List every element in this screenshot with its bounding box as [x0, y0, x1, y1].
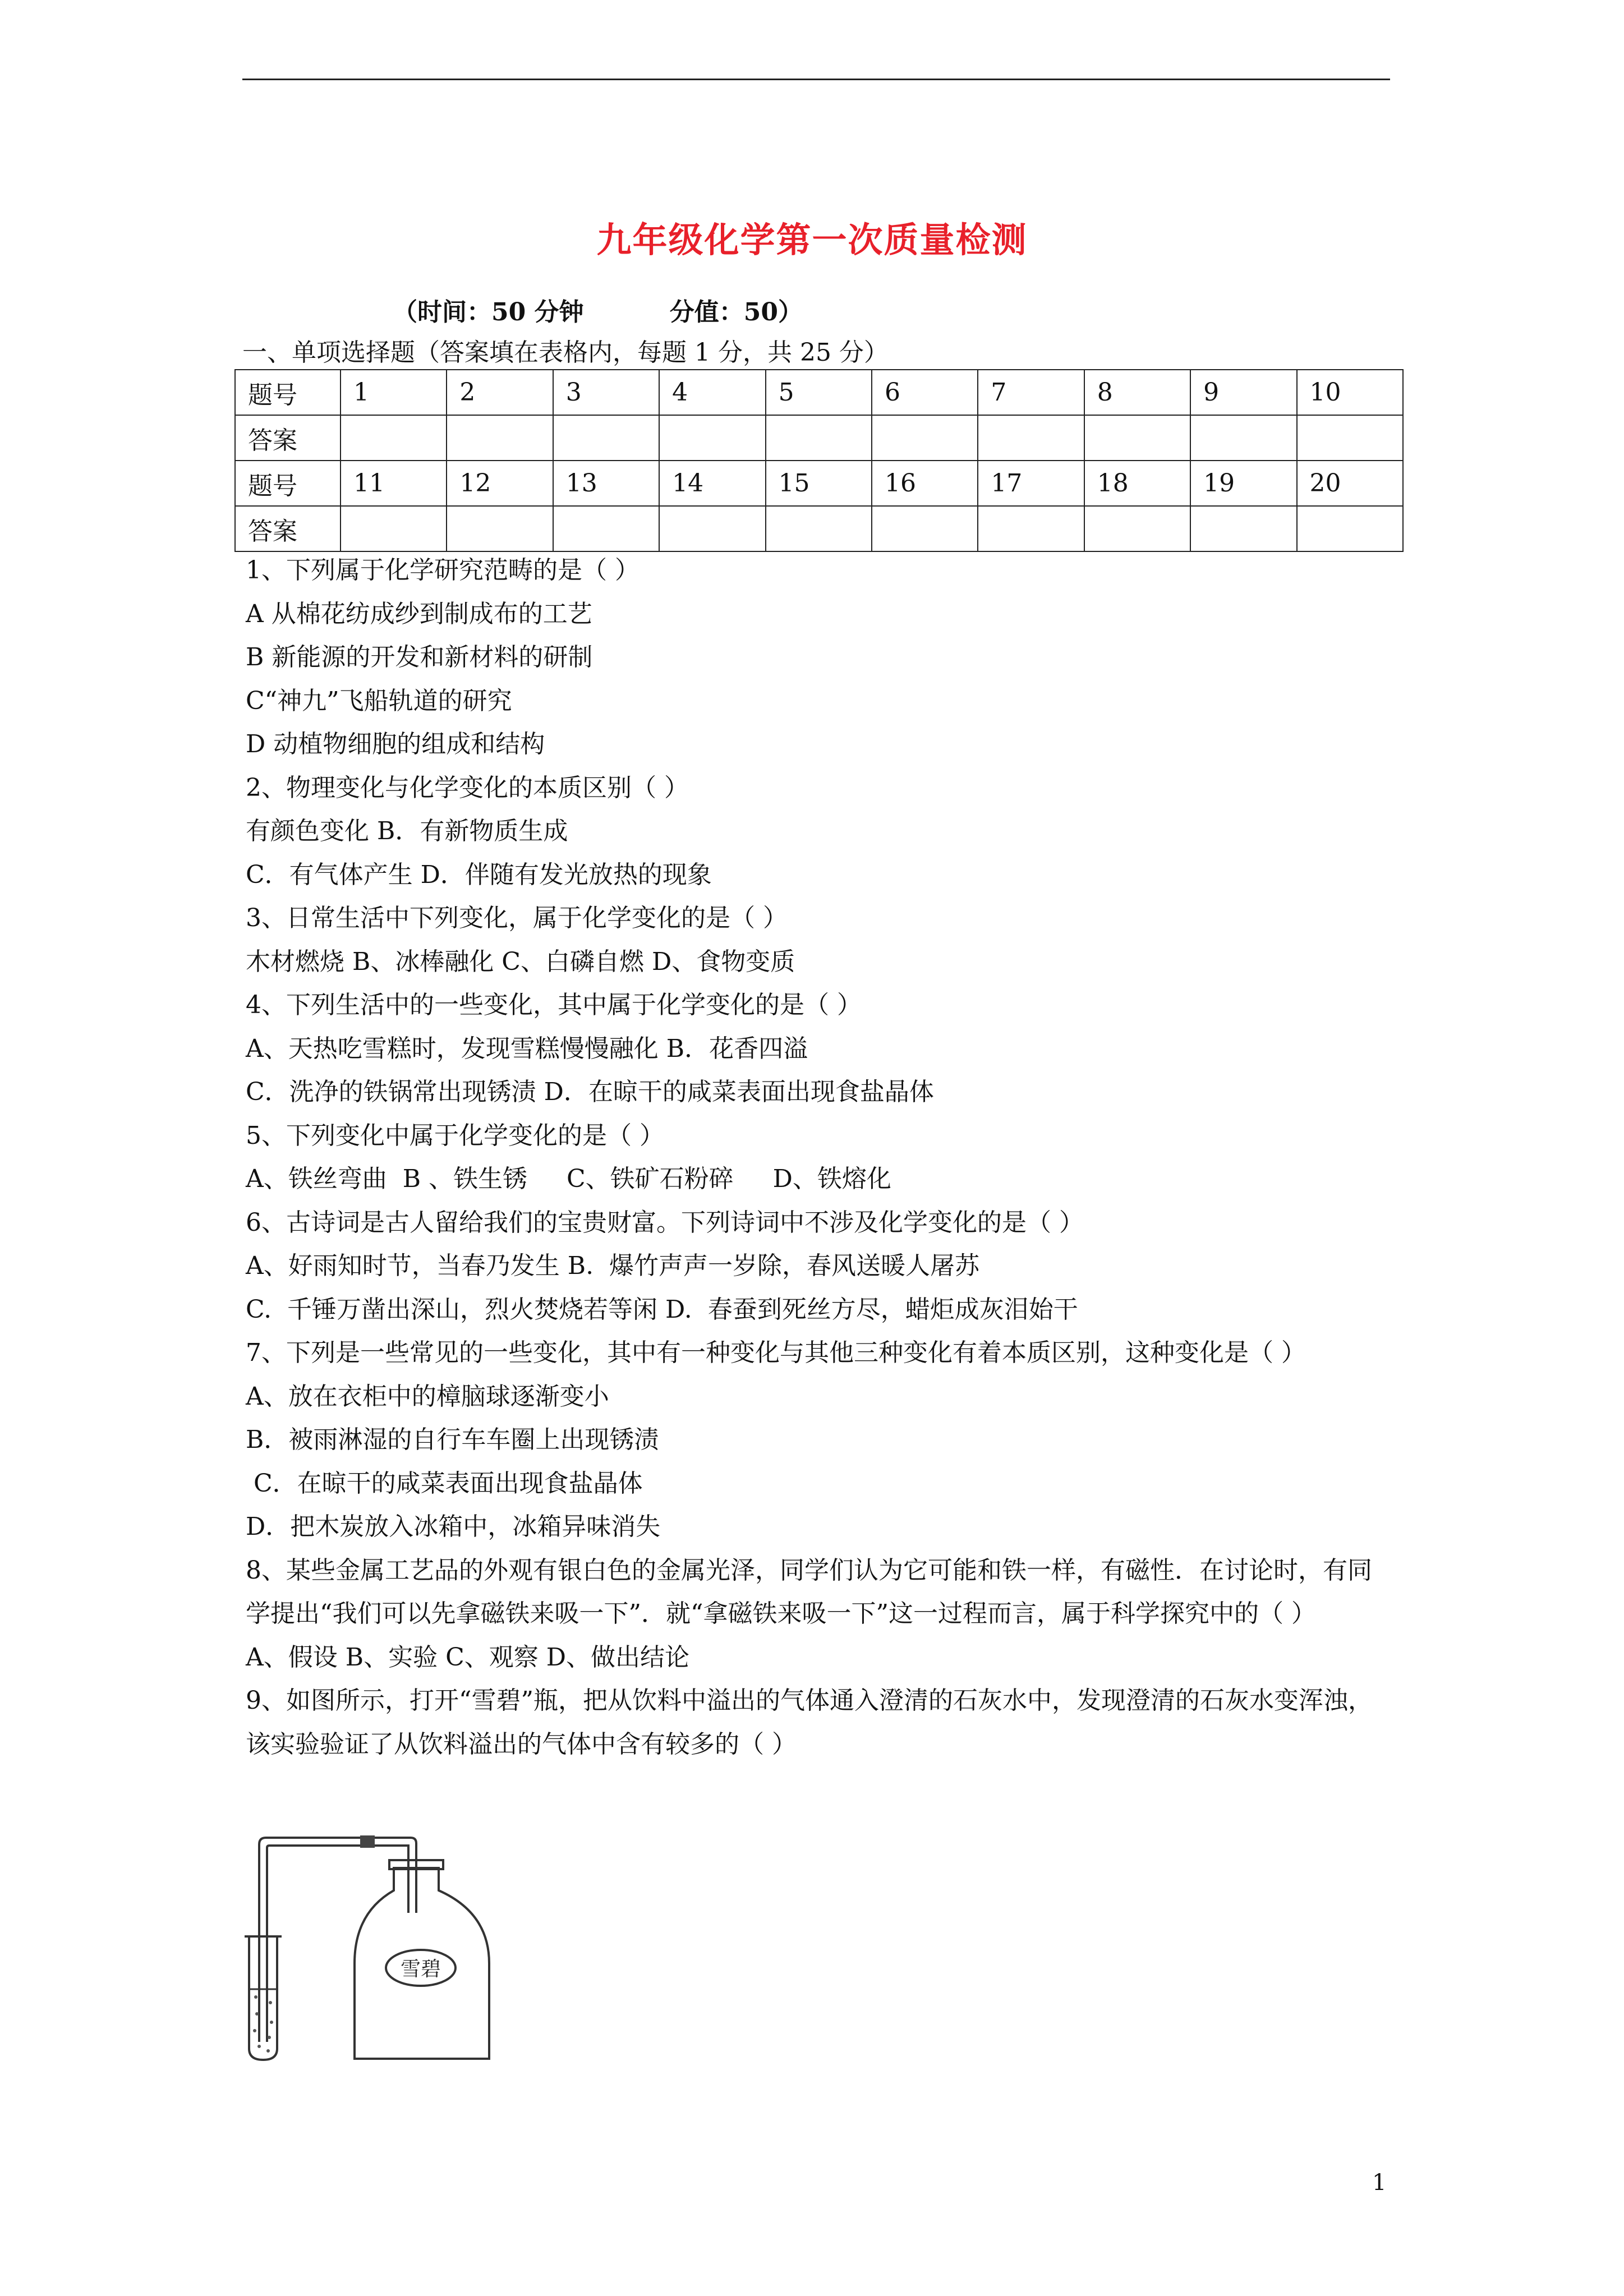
question-line: 8、某些金属工艺品的外观有银白色的金属光泽，同学们认为它可能和铁一样，有磁性．在讨论时，有同学提出“我们可以先拿磁铁来吸一下”．就“拿磁铁来吸一下”这一过程而言，属于科学探究中的（ ） — [246, 1556, 1372, 1628]
answer-table-row — [235, 461, 1403, 506]
answer-cell — [1190, 506, 1296, 551]
answer-cell — [447, 415, 553, 461]
question-number-cell: 7 — [978, 370, 1084, 415]
answer-cell — [1084, 415, 1190, 461]
option-line: A、铁丝弯曲 B 、铁生锈 C、铁矿石粉碎 D、铁熔化 — [246, 1165, 891, 1193]
table-row-header: 题号 — [235, 370, 341, 415]
option-line: 木材燃烧 B、冰棒融化 C、白磷自燃 D、食物变质 — [246, 947, 795, 976]
answer-cell — [659, 415, 765, 461]
option-line: A 从棉花纺成纱到制成布的工艺 — [246, 599, 592, 628]
answer-cell — [766, 415, 872, 461]
page-title: 九年级化学第一次质量检测 — [596, 219, 1028, 260]
option-line: B．被雨淋湿的自行车车圈上出现锈渍 — [246, 1425, 659, 1454]
section-heading: 一、单项选择题（答案填在表格内，每题 1 分，共 25 分） — [242, 338, 889, 367]
question-number-cell: 20 — [1297, 461, 1403, 506]
option-line: A、假设 B、实验 C、观察 D、做出结论 — [246, 1642, 690, 1672]
question-number-cell: 13 — [553, 461, 659, 506]
question-line: 2、物理变化与化学变化的本质区别（ ） — [246, 773, 689, 802]
exam-info: （时间：50 分钟 分值：50） — [393, 298, 803, 326]
answer-cell — [978, 506, 1084, 551]
table-row-header: 答案 — [235, 506, 341, 551]
answer-table-row — [235, 415, 1403, 461]
option-line: D 动植物细胞的组成和结构 — [246, 730, 545, 758]
question-list — [246, 549, 1396, 1766]
question-number-cell: 15 — [766, 461, 872, 506]
tube-connector-icon — [360, 1835, 375, 1848]
question-number-cell: 10 — [1297, 370, 1403, 415]
answer-table-row — [235, 506, 1403, 551]
experiment-figure — [242, 1829, 500, 2064]
option-line: 有颜色变化 B．有新物质生成 — [246, 817, 568, 845]
question-number-cell: 16 — [872, 461, 978, 506]
answer-cell — [659, 506, 765, 551]
option-line: B 新能源的开发和新材料的研制 — [246, 643, 593, 671]
option-line: C．在晾干的咸菜表面出现食盐晶体 — [246, 1469, 643, 1498]
table-row-header: 答案 — [235, 415, 341, 461]
table-row-header: 题号 — [235, 461, 341, 506]
answer-cell — [1297, 415, 1403, 461]
answer-cell — [872, 506, 978, 551]
limewater-bubbles-icon — [253, 1995, 273, 2053]
header-rule — [242, 79, 1390, 80]
answer-cell — [872, 415, 978, 461]
option-line: C．洗净的铁锅常出现锈渍 D．在晾干的咸菜表面出现食盐晶体 — [246, 1078, 934, 1106]
question-line: 7、下列是一些常见的一些变化，其中有一种变化与其他三种变化有着本质区别，这种变化是（ ） — [246, 1338, 1306, 1367]
question-number-cell: 12 — [447, 461, 553, 506]
question-number-cell: 1 — [341, 370, 447, 415]
question-line: 1、下列属于化学研究范畴的是（ ） — [246, 556, 640, 585]
option-line: C．有气体产生 D．伴随有发光放热的现象 — [246, 860, 712, 889]
question-number-cell: 17 — [978, 461, 1084, 506]
option-line: A、好雨知时节，当春乃发生 B. 爆竹声声一岁除，春风送暖人屠苏 — [246, 1251, 980, 1280]
answer-cell — [341, 415, 447, 461]
answer-cell — [1297, 506, 1403, 551]
question-number-cell: 8 — [1084, 370, 1190, 415]
question-number-cell: 19 — [1190, 461, 1296, 506]
question-line: 9、如图所示，打开“雪碧”瓶，把从饮料中溢出的气体通入澄清的石灰水中，发现澄清的石灰水变浑浊，该实验验证了从饮料溢出的气体中含有较多的（ ） — [246, 1686, 1373, 1759]
page-number: 1 — [1372, 2170, 1387, 2196]
question-number-cell: 9 — [1190, 370, 1296, 415]
question-number-cell: 6 — [872, 370, 978, 415]
option-line: A、放在衣柜中的樟脑球逐渐变小 — [246, 1382, 609, 1411]
option-line: C. 千锤万凿出深山，烈火焚烧若等闲 D. 春蚕到死丝方尽，蜡炬成灰泪始干 — [246, 1295, 1078, 1324]
question-number-cell: 18 — [1084, 461, 1190, 506]
answer-cell — [766, 506, 872, 551]
question-number-cell: 3 — [553, 370, 659, 415]
test-tube-icon — [245, 1936, 282, 2060]
answer-cell — [447, 506, 553, 551]
answer-cell — [553, 415, 659, 461]
question-number-cell: 11 — [341, 461, 447, 506]
question-line: 3、日常生活中下列变化，属于化学变化的是（ ） — [246, 904, 788, 932]
option-line: C“神九”飞船轨道的研究 — [246, 686, 512, 715]
question-number-cell: 14 — [659, 461, 765, 506]
question-number-cell: 5 — [766, 370, 872, 415]
option-line: A、天热吃雪糕时，发现雪糕慢慢融化 B．花香四溢 — [246, 1034, 808, 1063]
answer-cell — [341, 506, 447, 551]
answer-cell — [978, 415, 1084, 461]
answer-table — [234, 369, 1404, 552]
question-line: 5、下列变化中属于化学变化的是（ ） — [246, 1121, 664, 1150]
bottle-label-text: 雪碧 — [400, 1958, 441, 1981]
answer-cell — [1190, 415, 1296, 461]
question-line: 6、古诗词是古人留给我们的宝贵财富。下列诗词中不涉及化学变化的是（ ） — [246, 1208, 1084, 1237]
answer-cell — [1084, 506, 1190, 551]
question-number-cell: 2 — [447, 370, 553, 415]
option-line: D．把木炭放入冰箱中，冰箱异味消失 — [246, 1512, 661, 1541]
question-number-cell: 4 — [659, 370, 765, 415]
answer-cell — [553, 506, 659, 551]
question-line: 4、下列生活中的一些变化，其中属于化学变化的是（ ） — [246, 991, 862, 1019]
answer-table-row — [235, 370, 1403, 415]
